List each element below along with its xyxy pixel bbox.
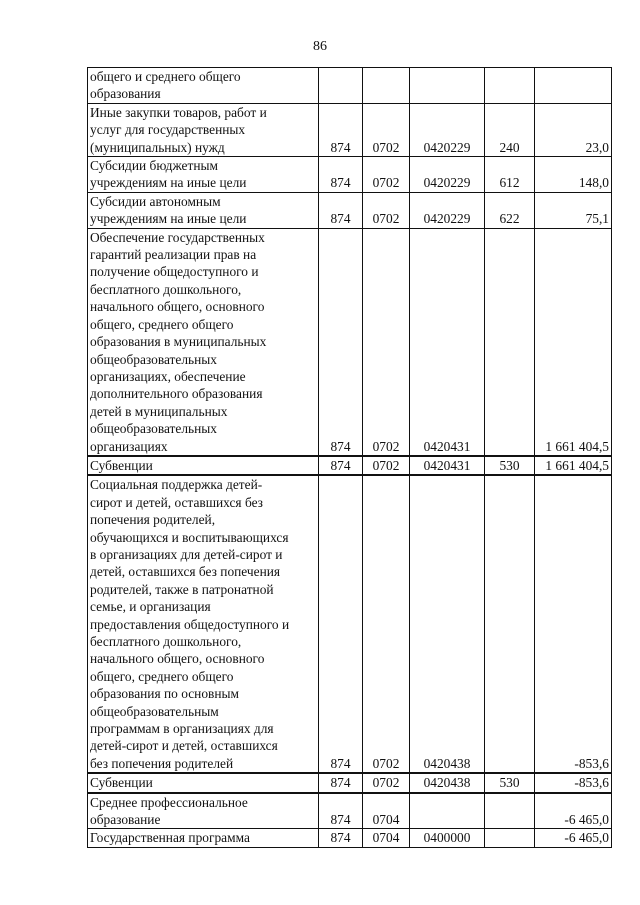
row-name-line: без попечения родителей [90,755,234,771]
row-name-line: предоставления общедоступного и [90,616,290,632]
row-name-cell [88,773,319,792]
target-code-cell [410,793,485,829]
budget-table-body [88,68,612,848]
target-code-cell [410,68,485,104]
section-code-cell: 0704 [363,793,410,829]
amount-cell: -6 465,0 [535,793,612,829]
amount-cell [535,68,612,104]
row-name-line: общего и среднего общего [90,69,241,84]
row-name-line: Иные закупки товаров, работ и [90,104,267,120]
row-name-line: Среднее профессиональное [90,794,248,810]
table-row [88,829,612,847]
table-row [88,68,612,104]
expense-type-cell [485,228,535,456]
ministry-code-cell: 874 [319,793,363,829]
expense-type-cell [485,68,535,104]
row-name-line: бесплатного дошкольного, [90,634,242,649]
ministry-code-cell: 874 [319,456,363,475]
table-row [88,793,612,829]
row-name-line: учреждениям на иные цели [90,211,247,227]
target-code-cell: 0420438 [410,773,485,792]
expense-type-cell: 530 [485,773,535,792]
amount-cell: -853,6 [535,475,612,773]
expense-type-cell [485,475,535,773]
amount-cell: -853,6 [535,773,612,792]
section-code-cell: 0702 [363,157,410,193]
expense-type-cell: 240 [485,103,535,156]
row-name-line: детей в муниципальных [90,403,228,419]
row-name-cell [88,228,319,456]
row-name-cell [88,829,319,847]
expense-type-cell [485,829,535,847]
row-name-line: общеобразовательных [90,351,218,367]
row-name-line: программам в организациях для [90,721,274,737]
row-name-cell [88,68,319,104]
row-name-line: попечения родителей, [90,512,216,528]
page-number: 86 [313,39,327,54]
row-name-cell [88,192,319,228]
row-name-line: начального общего, основного [90,651,265,667]
amount-cell: 1 661 404,5 [535,456,612,475]
expense-type-cell: 612 [485,157,535,193]
row-name-line: общего, среднего общего [90,316,234,332]
row-name-line: детей-сирот и детей, оставшихся [90,738,278,754]
row-name-line: Субсидии бюджетным [90,158,218,174]
table-row [88,228,612,456]
row-name-cell [88,456,319,475]
expense-type-cell: 530 [485,456,535,475]
row-name-line: Субвенции [90,775,153,791]
section-code-cell: 0702 [363,456,410,475]
table-row [88,475,612,773]
row-name-line: бесплатного дошкольного, [90,281,242,297]
section-code-cell: 0702 [363,228,410,456]
target-code-cell: 0420431 [410,228,485,456]
amount-cell: 23,0 [535,103,612,156]
row-name-line: в организациях для детей-сирот и [90,546,283,562]
ministry-code-cell: 874 [319,829,363,847]
expense-type-cell: 622 [485,192,535,228]
row-name-cell [88,793,319,829]
table-row [88,192,612,228]
row-name-line: образования в муниципальных [90,334,267,350]
row-name-line: организациях [90,438,168,454]
amount-cell: 75,1 [535,192,612,228]
row-name-line: сирот и детей, оставшихся без [90,494,263,510]
amount-cell: 1 661 404,5 [535,228,612,456]
table-row [88,103,612,156]
section-code-cell: 0702 [363,475,410,773]
row-name-line: общего, среднего общего [90,668,234,684]
row-name-line: образования по основным [90,686,239,702]
row-name-line: родителей, также в патронатной [90,581,274,597]
row-name-line: Субвенции [90,457,153,473]
row-name-line: Государственная программа [90,830,250,846]
table-row [88,773,612,792]
budget-table [87,67,612,848]
row-name-line: учреждениям на иные цели [90,175,247,191]
target-code-cell: 0420229 [410,103,485,156]
target-code-cell: 0420438 [410,475,485,773]
row-name-line: дополнительного образования [90,386,263,402]
row-name-line: общеобразовательным [90,703,219,719]
row-name-cell [88,157,319,193]
row-name-cell [88,103,319,156]
section-code-cell [363,68,410,104]
section-code-cell: 0702 [363,192,410,228]
ministry-code-cell: 874 [319,103,363,156]
table-row [88,456,612,475]
expense-type-cell [485,793,535,829]
amount-cell: -6 465,0 [535,829,612,847]
row-name-line: получение общедоступного и [90,264,259,280]
target-code-cell: 0420229 [410,192,485,228]
row-name-line: обучающихся и воспитывающихся [90,529,289,545]
row-name-line: организациях, обеспечение [90,368,246,384]
amount-cell: 148,0 [535,157,612,193]
target-code-cell: 0420229 [410,157,485,193]
ministry-code-cell [319,68,363,104]
row-name-line: начального общего, основного [90,299,265,315]
row-name-line: общеобразовательных [90,421,218,437]
section-code-cell: 0704 [363,829,410,847]
row-name-line: семье, и организация [90,599,211,615]
row-name-line: (муниципальных) нужд [90,139,225,155]
section-code-cell: 0702 [363,103,410,156]
row-name-line: услуг для государственных [90,122,246,138]
table-row [88,157,612,193]
row-name-cell [88,475,319,773]
target-code-cell: 0420431 [410,456,485,475]
row-name-line: Субсидии автономным [90,193,221,209]
ministry-code-cell: 874 [319,192,363,228]
row-name-line: Обеспечение государственных [90,229,265,245]
row-name-line: гарантий реализации прав на [90,247,257,263]
section-code-cell: 0702 [363,773,410,792]
row-name-line: образования [90,86,161,102]
row-name-line: детей, оставшихся без попечения [90,564,281,580]
row-name-line: Социальная поддержка детей- [90,477,263,493]
ministry-code-cell: 874 [319,228,363,456]
ministry-code-cell: 874 [319,157,363,193]
ministry-code-cell: 874 [319,773,363,792]
row-name-line: образование [90,812,161,828]
ministry-code-cell: 874 [319,475,363,773]
target-code-cell: 0400000 [410,829,485,847]
